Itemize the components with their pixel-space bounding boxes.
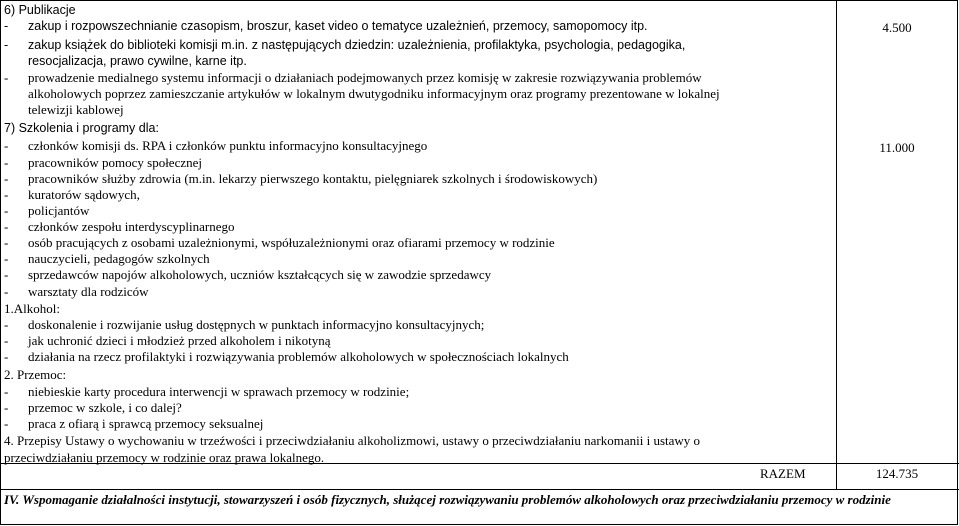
row-text: warsztaty dla rodziców <box>28 284 149 299</box>
row-text: członków komisji ds. RPA i członków punktu informacyjno konsultacyjnego <box>28 138 428 153</box>
row-text: 6) Publikacje <box>4 3 76 17</box>
bullet-dash: - <box>4 267 9 282</box>
row-text: zakup i rozpowszechnianie czasopism, broszur, kaset video o tematyce uzależnień, przemocy, samopomocy itp. <box>28 19 648 33</box>
bullet-dash: - <box>4 38 9 52</box>
row-text: kuratorów sądowych, <box>28 187 140 202</box>
bullet-dash: - <box>4 400 9 415</box>
row-text: praca z ofiarą i sprawcą przemocy seksualnej <box>28 416 264 431</box>
bullet-dash: - <box>4 333 9 348</box>
row-text: policjantów <box>28 203 90 218</box>
bullet-dash: - <box>4 416 9 431</box>
amount-szkolenia: 11.000 <box>879 140 915 155</box>
bullet-dash: - <box>4 219 9 234</box>
row-text: 2. Przemoc: <box>4 367 67 382</box>
section-iv-heading: IV. Wspomaganie działalności instytucji, stowarzyszeń i osób fizycznych, służącej rozwiązywaniu problemów alkoholowych oraz przeciwdziałaniu przemocy w rodzinie <box>4 492 891 507</box>
bullet-dash: - <box>4 138 9 153</box>
row-text: 1.Alkohol: <box>4 301 60 316</box>
row-text: jak uchronić dzieci i młodzież przed alkoholem i nikotyną <box>28 333 331 348</box>
row-text: prowadzenie medialnego systemu informacji o działaniach podejmowanych przez komisję w zakresie rozwiązywania problemów <box>28 70 702 85</box>
bullet-dash: - <box>4 70 9 85</box>
row-text: pracowników pomocy społecznej <box>28 155 203 170</box>
bullet-dash: - <box>4 19 9 33</box>
row-text: przeciwdziałaniu przemocy w rodzinie oraz prawa lokalnego. <box>4 450 325 465</box>
bullet-dash: - <box>4 284 9 299</box>
row-text: 7) Szkolenia i programy dla: <box>4 121 159 135</box>
row-text: sprzedawców napojów alkoholowych, uczniów kształcących się w zawodzie sprzedawcy <box>28 267 492 282</box>
row-text: przemoc w szkole, i co dalej? <box>28 400 182 415</box>
bullet-dash: - <box>4 171 9 186</box>
bullet-dash: - <box>4 155 9 170</box>
column-divider <box>836 0 837 490</box>
razem-label: RAZEM <box>760 466 806 481</box>
row-text: zakup książek do biblioteki komisji m.in. z następujących dziedzin: uzależnienia, profilaktyka, psychologia, pedagogika, <box>28 38 686 52</box>
row-text: niebieskie karty procedura interwencji w sprawach przemocy w rodzinie; <box>28 384 410 399</box>
row-divider-section-iv <box>0 489 959 490</box>
bullet-dash: - <box>4 349 9 364</box>
bullet-dash: - <box>4 251 9 266</box>
bullet-dash: - <box>4 203 9 218</box>
bullet-dash: - <box>4 317 9 332</box>
row-text: resocjalizacja, prawo cywilne, karne itp. <box>28 54 247 68</box>
row-text: działania na rzecz profilaktyki i rozwiązywania problemów alkoholowych w społecznościach lokalnych <box>28 349 569 364</box>
bullet-dash: - <box>4 187 9 202</box>
row-text: telewizji kablowej <box>28 102 124 117</box>
row-text: nauczycieli, pedagogów szkolnych <box>28 251 210 266</box>
bullet-dash: - <box>4 235 9 250</box>
row-text: członków zespołu interdyscyplinarnego <box>28 219 235 234</box>
amount-publikacje: 4.500 <box>882 20 912 35</box>
row-text: osób pracujących z osobami uzależnionymi, współuzależnionymi oraz ofiarami przemocy w rodzinie <box>28 235 555 250</box>
row-text: 4. Przepisy Ustawy o wychowaniu w trzeźwości i przeciwdziałaniu alkoholizmowi, ustawy o przeciwdziałaniu narkomanii i ustawy o <box>4 433 701 448</box>
row-text: alkoholowych poprzez zamieszczanie artykułów w lokalnym dwutygodniku informacyjnym oraz programy prezentowane w lokalnej <box>28 86 720 101</box>
razem-value: 124.735 <box>875 466 919 481</box>
bullet-dash: - <box>4 384 9 399</box>
row-text: doskonalenie i rozwijanie usług dostępnych w punktach informacyjno konsultacyjnych; <box>28 317 485 332</box>
row-text: pracowników służby zdrowia (m.in. lekarzy pierwszego kontaktu, pielęgniarek szkolnych i środowiskowych) <box>28 171 598 186</box>
